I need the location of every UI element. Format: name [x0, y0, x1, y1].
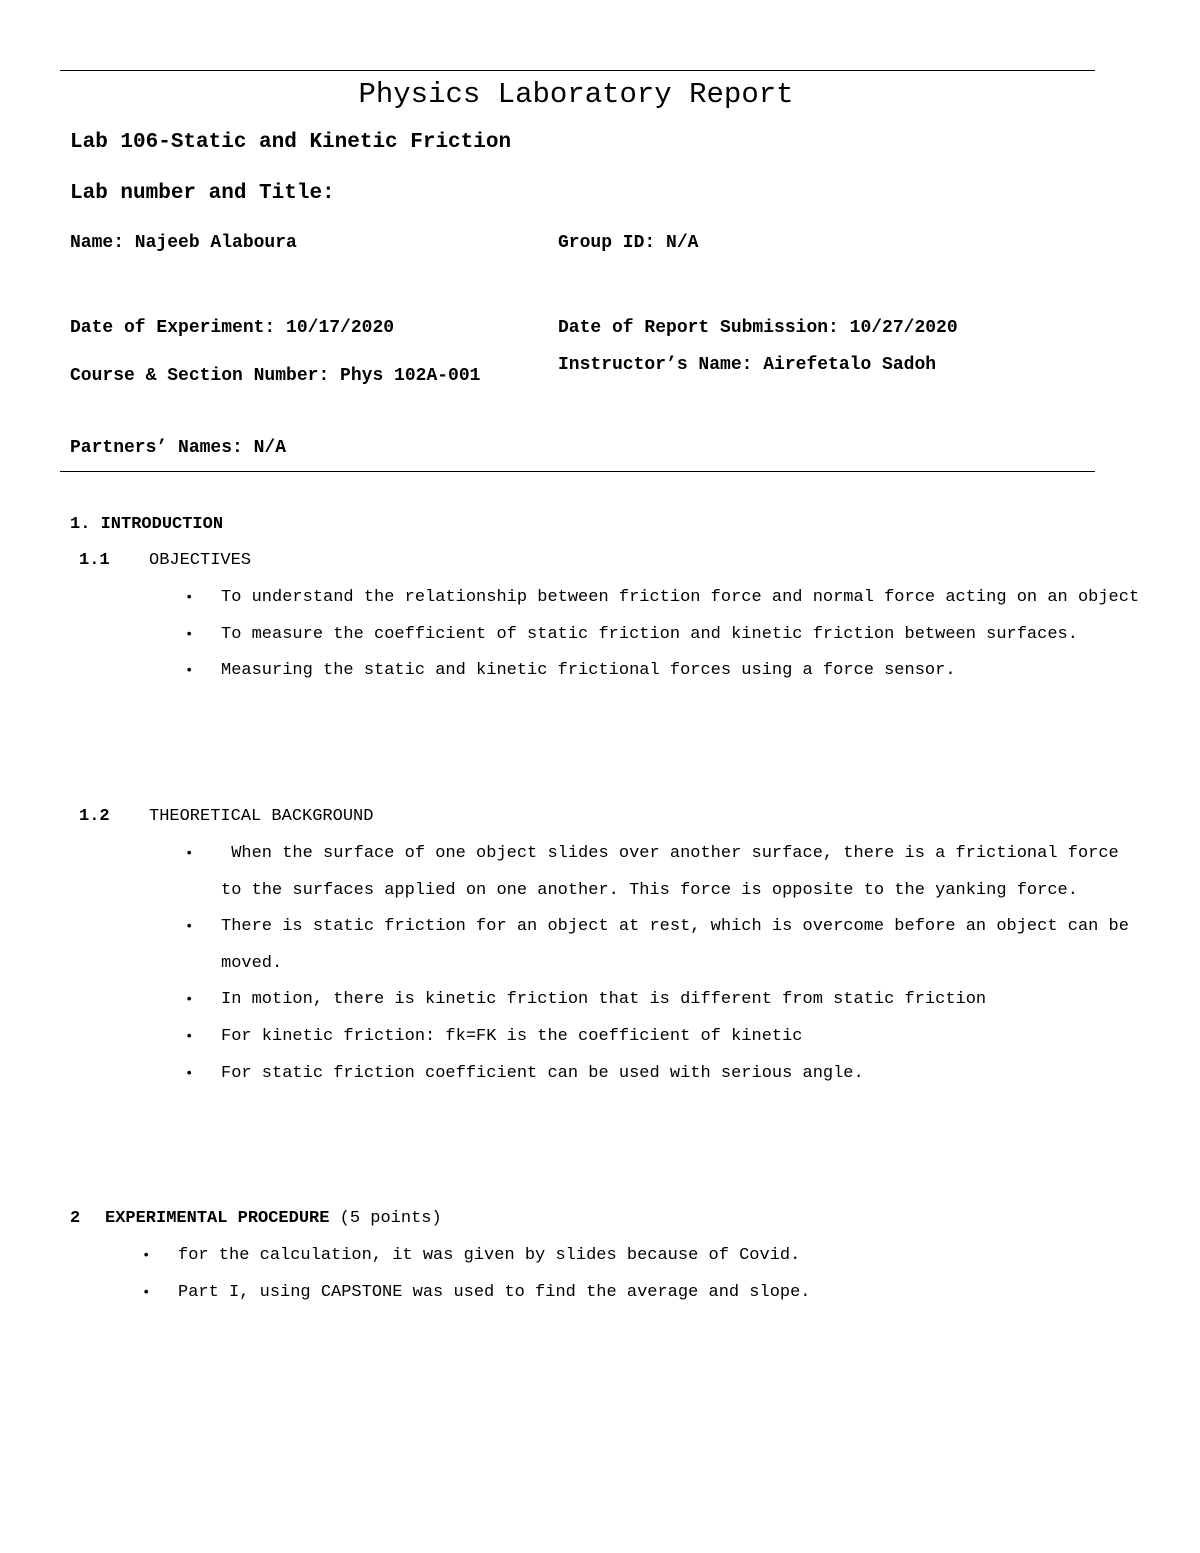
- list-item: • for the calculation, it was given by slides because of Covid.: [178, 1238, 1128, 1275]
- bullet-glyph: •: [185, 919, 194, 936]
- lab-line: Lab 106-Static and Kinetic Friction: [70, 131, 512, 154]
- top-rule: [60, 70, 1095, 71]
- list-item: • For static friction coefficient can be used with serious angle.: [221, 1056, 1136, 1093]
- subsection-objectives: [79, 550, 251, 572]
- subsection-title: THEORETICAL BACKGROUND: [149, 807, 374, 826]
- subsection-theoretical-background: [79, 806, 373, 828]
- list-item: • To understand the relationship between friction force and normal force acting on an object: [221, 580, 1141, 617]
- list-item: • There is static friction for an object at rest, which is overcome before an object can be moved.: [221, 909, 1136, 982]
- points-note: (5 points): [339, 1209, 442, 1228]
- subsection-title: OBJECTIVES: [149, 551, 252, 570]
- list-item: • Measuring the static and kinetic frictional forces using a force sensor.: [221, 653, 1071, 690]
- bullet-glyph: •: [185, 992, 194, 1009]
- bullet-glyph: •: [185, 846, 194, 862]
- subsection-number: 1.2: [79, 807, 110, 826]
- section-heading-procedure: [70, 1208, 442, 1230]
- subsection-number: 1.1: [79, 551, 110, 570]
- section-number: 2: [70, 1209, 81, 1228]
- bullet-glyph: •: [185, 663, 194, 680]
- section-heading-introduction: 1. INTRODUCTION: [70, 515, 224, 534]
- partners-names: Partners’ Names: N/A: [70, 438, 287, 458]
- list-item: • In motion, there is kinetic friction that is different from static friction: [221, 982, 1136, 1019]
- header-bottom-rule: [60, 471, 1095, 472]
- bullet-glyph: •: [142, 1284, 151, 1301]
- objectives-list: [185, 580, 1141, 690]
- course-section: Course & Section Number: Phys 102A-001: [70, 366, 481, 386]
- list-item: • When the surface of one object slides over another surface, there is a frictional force to the surfaces applied on one another. This force is opposite to the yanking force.: [221, 836, 1136, 909]
- list-item: • To measure the coefficient of static friction and kinetic friction between surfaces.: [221, 617, 1141, 654]
- bullet-glyph: •: [185, 1028, 194, 1045]
- bullet-glyph: •: [185, 626, 194, 643]
- group-id: Group ID: N/A: [558, 233, 699, 253]
- background-list: [185, 836, 1136, 1092]
- section-title: EXPERIMENTAL PROCEDURE: [105, 1209, 330, 1228]
- instructor-name: Instructor’s Name: Airefetalo Sadoh: [558, 355, 937, 375]
- bullet-glyph: •: [142, 1248, 151, 1264]
- student-name: Name: Najeeb Alaboura: [70, 233, 297, 253]
- bullet-glyph: •: [185, 590, 194, 606]
- list-item: • For kinetic friction: fk=FK is the coefficient of kinetic: [221, 1019, 1136, 1056]
- list-item: • Part I, using CAPSTONE was used to find the average and slope.: [178, 1275, 1128, 1312]
- lab-number-title-label: Lab number and Title:: [70, 182, 335, 205]
- date-of-submission: Date of Report Submission: 10/27/2020: [558, 318, 958, 338]
- bullet-glyph: •: [185, 1065, 194, 1082]
- date-of-experiment: Date of Experiment: 10/17/2020: [70, 318, 395, 338]
- page-title: Physics Laboratory Report: [358, 78, 794, 111]
- procedure-list: [142, 1238, 1128, 1311]
